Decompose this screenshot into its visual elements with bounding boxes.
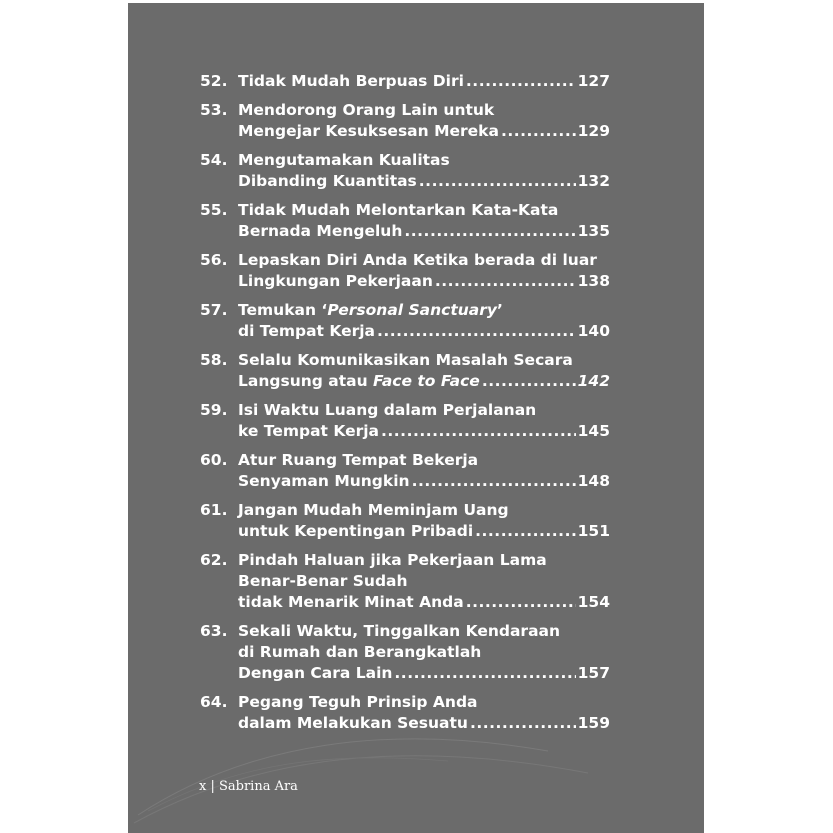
toc-entry-number: 54. bbox=[200, 151, 228, 169]
table-of-contents bbox=[200, 71, 610, 742]
toc-entry-number: 61. bbox=[200, 501, 228, 519]
toc-entry bbox=[200, 71, 610, 92]
page-footer: x | Sabrina Ara bbox=[199, 779, 298, 794]
dot-leader bbox=[394, 663, 575, 684]
toc-entry bbox=[200, 692, 610, 734]
dot-leader bbox=[404, 221, 575, 242]
toc-entry-title bbox=[238, 71, 610, 92]
toc-entry-title-text bbox=[238, 663, 392, 684]
toc-entry-page-number: 157 bbox=[577, 664, 610, 682]
toc-entry-title bbox=[238, 350, 610, 392]
toc-entry-page-number: 151 bbox=[577, 522, 610, 540]
toc-entry bbox=[200, 400, 610, 442]
toc-entry-title-line: Sekali Waktu, Tinggalkan Kendaraan bbox=[238, 622, 561, 640]
dot-leader bbox=[482, 371, 576, 392]
toc-entry-title-line: Selalu Komunikasikan Masalah Secara bbox=[238, 351, 573, 369]
toc-entry-last-line bbox=[238, 713, 610, 734]
toc-entry-title-part: Dibanding Kuantitas bbox=[238, 172, 417, 190]
toc-entry-title-line: Benar-Benar Sudah bbox=[238, 572, 408, 590]
dot-leader bbox=[466, 592, 576, 613]
toc-entry-title-text bbox=[238, 321, 375, 342]
toc-entry-number: 59. bbox=[200, 401, 228, 419]
toc-entry bbox=[200, 450, 610, 492]
toc-entry-page-number: 154 bbox=[577, 593, 610, 611]
toc-entry-last-line bbox=[238, 592, 610, 613]
dot-leader bbox=[381, 421, 576, 442]
toc-entry-last-line bbox=[238, 121, 610, 142]
toc-entry-number: 60. bbox=[200, 451, 228, 469]
toc-entry-title-part: Lingkungan Pekerjaan bbox=[238, 272, 433, 290]
toc-entry-last-line bbox=[238, 321, 610, 342]
toc-entry-title-line: Tidak Mudah Melontarkan Kata-Kata bbox=[238, 201, 559, 219]
toc-entry-title-part: ke Tempat Kerja bbox=[238, 422, 380, 440]
toc-entry-page-number: 127 bbox=[577, 72, 610, 90]
toc-entry-title-part: Bernada Mengeluh bbox=[238, 222, 403, 240]
toc-entry-title bbox=[238, 150, 610, 192]
toc-entry-title-line: Mendorong Orang Lain untuk bbox=[238, 101, 495, 119]
toc-entry-last-line bbox=[238, 171, 610, 192]
toc-entry-title bbox=[238, 550, 610, 613]
toc-entry bbox=[200, 550, 610, 613]
toc-entry-last-line bbox=[238, 71, 610, 92]
toc-entry-title-part: Mengejar Kesuksesan Mereka bbox=[238, 122, 499, 140]
toc-entry-number: 64. bbox=[200, 693, 228, 711]
toc-entry-title-text bbox=[238, 521, 473, 542]
toc-entry-page-number: 132 bbox=[577, 172, 610, 190]
toc-entry-number: 56. bbox=[200, 251, 228, 269]
toc-entry-title bbox=[238, 621, 610, 684]
toc-entry-title bbox=[238, 500, 610, 542]
toc-entry-title-line: di Rumah dan Berangkatlah bbox=[238, 643, 482, 661]
toc-entry-page-number: 140 bbox=[577, 322, 610, 340]
toc-entry-title-text bbox=[238, 592, 464, 613]
toc-entry-number: 52. bbox=[200, 72, 228, 90]
toc-entry-title-line: Pegang Teguh Prinsip Anda bbox=[238, 693, 478, 711]
toc-entry-title-line: Atur Ruang Tempat Bekerja bbox=[238, 451, 479, 469]
toc-entry-title bbox=[238, 300, 610, 342]
toc-entry-title-text bbox=[238, 421, 379, 442]
toc-entry-number: 57. bbox=[200, 301, 228, 319]
toc-entry-number: 53. bbox=[200, 101, 228, 119]
toc-entry-title-text bbox=[238, 171, 417, 192]
toc-entry-title bbox=[238, 200, 610, 242]
toc-entry-last-line bbox=[238, 521, 610, 542]
toc-entry-title-line: Pindah Haluan jika Pekerjaan Lama bbox=[238, 551, 547, 569]
toc-entry-number: 62. bbox=[200, 551, 228, 569]
toc-entry-title-text bbox=[238, 271, 433, 292]
toc-entry-page-number: 148 bbox=[577, 472, 610, 490]
toc-entry-title-line: Jangan Mudah Meminjam Uang bbox=[238, 501, 509, 519]
toc-entry-title-text bbox=[238, 121, 499, 142]
toc-entry-title-part: Tidak Mudah Berpuas Diri bbox=[238, 72, 464, 90]
toc-entry-title-text bbox=[238, 713, 468, 734]
toc-entry-last-line bbox=[238, 221, 610, 242]
toc-entry-last-line bbox=[238, 371, 610, 392]
toc-entry-title bbox=[238, 692, 610, 734]
toc-entry-last-line bbox=[238, 663, 610, 684]
toc-entry-page-number: 138 bbox=[577, 272, 610, 290]
toc-entry bbox=[200, 500, 610, 542]
toc-entry-title-part: Senyaman Mungkin bbox=[238, 472, 410, 490]
toc-entry bbox=[200, 350, 610, 392]
dot-leader bbox=[419, 171, 576, 192]
book-page bbox=[128, 3, 704, 833]
toc-entry-title-text bbox=[238, 71, 464, 92]
toc-entry-title-part: dalam Melakukan Sesuatu bbox=[238, 714, 468, 732]
toc-entry bbox=[200, 621, 610, 684]
toc-entry bbox=[200, 250, 610, 292]
toc-entry-title-italic: Face to Face bbox=[373, 372, 480, 390]
toc-entry-page-number: 159 bbox=[577, 714, 610, 732]
toc-entry-title-part: untuk Kepentingan Pribadi bbox=[238, 522, 474, 540]
toc-entry-title-line: Isi Waktu Luang dalam Perjalanan bbox=[238, 401, 537, 419]
dot-leader bbox=[435, 271, 576, 292]
toc-entry bbox=[200, 300, 610, 342]
dot-leader bbox=[377, 321, 576, 342]
toc-entry-title-part: Dengan Cara Lain bbox=[238, 664, 393, 682]
toc-entry bbox=[200, 100, 610, 142]
toc-entry bbox=[200, 200, 610, 242]
toc-entry-title-text bbox=[238, 221, 402, 242]
toc-entry-title bbox=[238, 100, 610, 142]
toc-entry-title-line: Lepaskan Diri Anda Ketika berada di luar bbox=[238, 251, 597, 269]
dot-leader bbox=[466, 71, 576, 92]
dot-leader bbox=[470, 713, 576, 734]
dot-leader bbox=[412, 471, 576, 492]
toc-entry-page-number: 145 bbox=[577, 422, 610, 440]
toc-entry bbox=[200, 150, 610, 192]
toc-entry-title bbox=[238, 400, 610, 442]
toc-entry-last-line bbox=[238, 271, 610, 292]
toc-entry-title-part: di Tempat Kerja bbox=[238, 322, 376, 340]
toc-entry-page-number: 142 bbox=[577, 372, 610, 390]
toc-entry-title-part: tidak Menarik Minat Anda bbox=[238, 593, 464, 611]
dot-leader bbox=[501, 121, 576, 142]
toc-entry-title-text bbox=[238, 371, 480, 392]
dot-leader bbox=[475, 521, 576, 542]
toc-entry-last-line bbox=[238, 421, 610, 442]
toc-entry-number: 58. bbox=[200, 351, 228, 369]
toc-entry-title bbox=[238, 450, 610, 492]
toc-entry-title-part: Langsung atau bbox=[238, 372, 374, 390]
toc-entry-title-line: Mengutamakan Kualitas bbox=[238, 151, 450, 169]
toc-entry-last-line bbox=[238, 471, 610, 492]
toc-entry-title-text bbox=[238, 471, 410, 492]
toc-entry-page-number: 135 bbox=[577, 222, 610, 240]
toc-entry-page-number: 129 bbox=[577, 122, 610, 140]
toc-entry-title-line: Temukan ‘Personal Sanctuary’ bbox=[238, 301, 503, 319]
toc-entry-number: 55. bbox=[200, 201, 228, 219]
toc-entry-number: 63. bbox=[200, 622, 228, 640]
toc-entry-title bbox=[238, 250, 610, 292]
